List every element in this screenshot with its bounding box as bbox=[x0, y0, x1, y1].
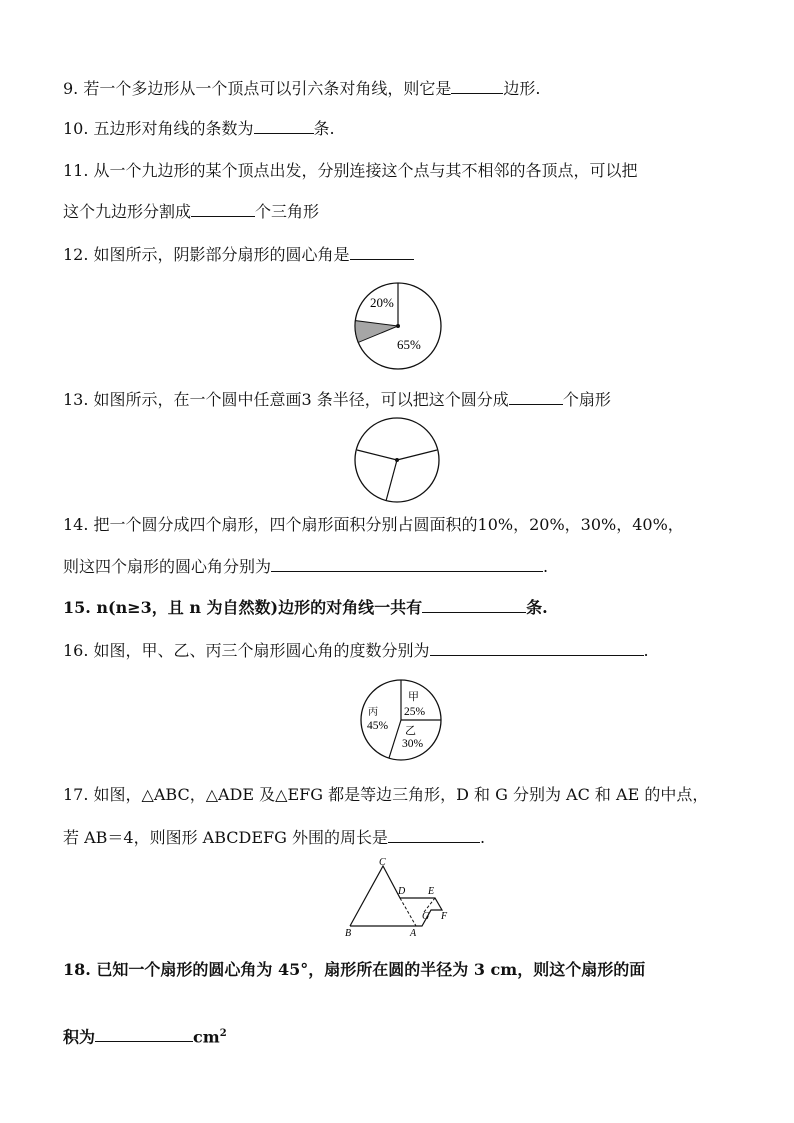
question-15 bbox=[63, 597, 548, 618]
q18-unit: cm bbox=[193, 1027, 220, 1047]
q16-text: 16. 如图，甲、乙、丙三个扇形圆心角的度数分别为 bbox=[63, 641, 430, 660]
question-11-line-2 bbox=[63, 201, 319, 222]
question-17-line-1 bbox=[63, 785, 708, 805]
q11-text-2: 这个九边形分割成 bbox=[63, 202, 192, 221]
q16-label-bing: 丙 bbox=[368, 707, 378, 718]
q12-text: 12. 如图所示，阴影部分扇形的圆心角是 bbox=[63, 245, 350, 264]
q15-answer-blank[interactable] bbox=[422, 597, 526, 613]
q10-text: 10. 五边形对角线的条数为 bbox=[63, 119, 254, 138]
question-9 bbox=[63, 78, 540, 99]
q13-text: 13. 如图所示，在一个圆中任意画3 条半径，可以把这个圆分成 bbox=[63, 390, 509, 409]
q17-text: 17. 如图，△ABC，△ADE 及△EFG 都是等边三角形，D 和 G 分别为 AC 和 AE 的中点， bbox=[63, 785, 709, 804]
q13-tail: 个扇形 bbox=[562, 390, 611, 409]
q12-label-65: 65% bbox=[397, 337, 421, 352]
q17-label-B: B bbox=[345, 928, 352, 939]
q15-text: 15. n(n≥3，且 n 为自然数)边形的对角线一共有 bbox=[63, 598, 423, 617]
q14-tail: . bbox=[543, 557, 549, 576]
q10-tail: 条. bbox=[313, 119, 335, 138]
question-18-line-2 bbox=[63, 1024, 227, 1047]
q9-text: 9. 若一个多边形从一个顶点可以引六条对角线，则它是 bbox=[63, 79, 452, 98]
q17-dashed-DA bbox=[400, 898, 416, 926]
q9-answer-blank[interactable] bbox=[451, 78, 503, 94]
q14-text: 14. 把一个圆分成四个扇形，四个扇形面积分别占圆面积的10%，20%，30%，40%， bbox=[63, 515, 684, 534]
q12-pie-figure bbox=[348, 280, 448, 376]
question-10 bbox=[63, 118, 335, 139]
q12-answer-blank[interactable] bbox=[350, 244, 414, 260]
q16-answer-blank[interactable] bbox=[430, 640, 644, 656]
q11-text: 11. 从一个九边形的某个顶点出发，分别连接这个点与其不相邻的各顶点，可以把 bbox=[63, 161, 638, 180]
q16-label-yi-pct: 30% bbox=[402, 738, 424, 750]
q17-label-F: F bbox=[441, 911, 448, 922]
question-14-line-2 bbox=[63, 556, 548, 577]
q13-circle-figure bbox=[353, 414, 441, 508]
q12-label-20: 20% bbox=[370, 295, 394, 310]
q17-answer-blank[interactable] bbox=[388, 827, 480, 843]
q17-label-E: E bbox=[428, 886, 435, 897]
q16-tail: . bbox=[643, 641, 649, 660]
q11-answer-blank[interactable] bbox=[191, 201, 255, 217]
q15-tail: 条. bbox=[526, 598, 548, 617]
q14-answer-blank[interactable] bbox=[271, 556, 543, 572]
q9-tail: 边形. bbox=[503, 79, 541, 98]
q17-label-D: D bbox=[398, 886, 406, 897]
question-11-line-1 bbox=[63, 161, 638, 181]
q16-label-yi: 乙 bbox=[405, 725, 416, 737]
q18-answer-blank[interactable] bbox=[95, 1026, 193, 1042]
q13-answer-blank[interactable] bbox=[509, 389, 563, 405]
q17-label-A: A bbox=[410, 928, 417, 939]
question-13 bbox=[63, 389, 611, 410]
question-18-line-1 bbox=[63, 960, 645, 980]
q17-label-G: G bbox=[422, 911, 430, 922]
q13-center-dot bbox=[395, 458, 399, 462]
question-16 bbox=[63, 640, 649, 661]
question-14-line-1 bbox=[63, 515, 684, 535]
q17-triangles-figure bbox=[340, 856, 460, 944]
q17-text-2: 若 AB＝4，则图形 ABCDEFG 外围的周长是 bbox=[63, 828, 388, 847]
q12-center-dot bbox=[396, 324, 400, 328]
q16-label-bing-pct: 45% bbox=[367, 720, 389, 732]
q18-text: 18. 已知一个扇形的圆心角为 45°，扇形所在圆的半径为 3 cm，则这个扇形的面 bbox=[63, 960, 646, 979]
q14-text-2: 则这四个扇形的圆心角分别为 bbox=[63, 557, 272, 576]
q18-text-2: 积为 bbox=[63, 1027, 96, 1047]
question-17-line-2 bbox=[63, 827, 485, 848]
q18-unit-exponent: 2 bbox=[219, 1028, 227, 1039]
q17-tail: . bbox=[480, 828, 486, 847]
q16-label-jia-pct: 25% bbox=[404, 706, 426, 718]
q11-tail: 个三角形 bbox=[255, 202, 320, 221]
q17-label-C: C bbox=[379, 857, 386, 868]
q16-label-jia: 甲 bbox=[408, 691, 419, 703]
question-12 bbox=[63, 244, 414, 265]
q16-pie-figure bbox=[358, 678, 448, 766]
q10-answer-blank[interactable] bbox=[254, 118, 314, 134]
